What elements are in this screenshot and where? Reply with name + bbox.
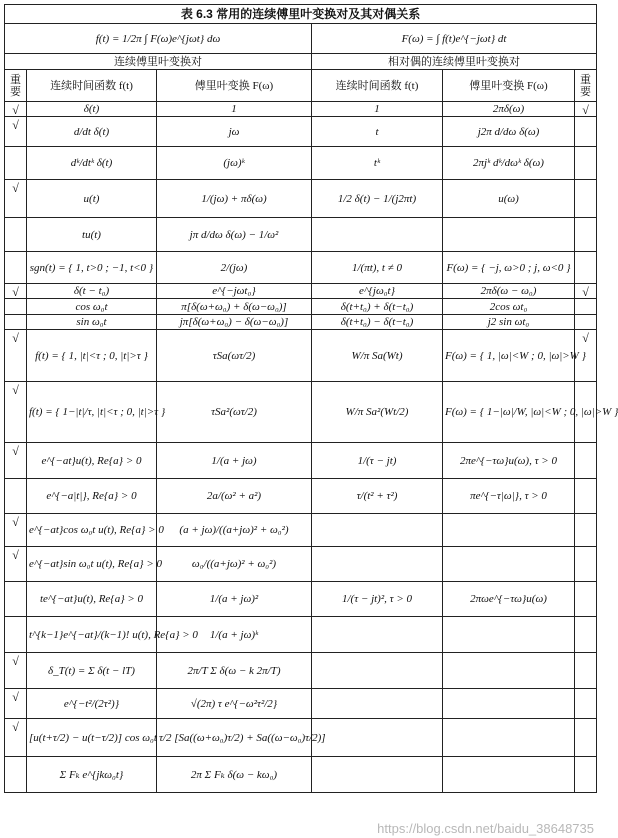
cell-time-func-right: 1/2 δ(t) − 1/(j2πt) — [312, 180, 443, 218]
cell-important-right — [575, 180, 597, 218]
cell-time-func-right — [312, 757, 443, 793]
cell-time-func-left: e^{−at}u(t), Re{a} > 0 — [27, 443, 157, 479]
cell-time-func-right: e^{jω₀t} — [312, 284, 443, 299]
cell-time-func-left: dᵏ/dtᵏ δ(t) — [27, 147, 157, 180]
fourier-transform-table — [4, 4, 618, 793]
cell-transform-right: j2 sin ωt₀ — [443, 315, 575, 330]
cell-time-func-left: f(t) = { 1−|t|/τ, |t|<τ ; 0, |t|>τ } — [27, 382, 157, 443]
cell-important-left — [5, 218, 27, 252]
cell-transform-left: jπ[δ(ω+ω₀) − δ(ω−ω₀)] — [157, 315, 312, 330]
cell-time-func-left: t^{k−1}e^{−at}/(k−1)! u(t), Re{a} > 0 — [27, 617, 157, 653]
table-row — [5, 617, 597, 653]
cell-transform-right — [443, 617, 575, 653]
cell-transform-left: (a + jω)/((a+jω)² + ω₀²) — [157, 514, 312, 547]
cell-time-func-right — [312, 689, 443, 719]
table-row — [5, 117, 597, 147]
cell-important-right — [575, 514, 597, 547]
table-title: 表 6.3 常用的连续傅里叶变换对及其对偶关系 — [5, 5, 597, 24]
forward-transform-formula: F(ω) = ∫ f(t)e^{−jωt} dt — [312, 24, 597, 54]
cell-important-right — [575, 653, 597, 689]
cell-transform-right: F(ω) = { −j, ω>0 ; j, ω<0 } — [443, 252, 575, 284]
col-header-transform-right: 傅里叶变换 F(ω) — [443, 70, 575, 102]
cell-important-right — [575, 582, 597, 617]
cell-important-left: √ — [5, 653, 27, 689]
cell-time-func-left: f(t) = { 1, |t|<τ ; 0, |t|>τ } — [27, 330, 157, 382]
section-right-header: 相对偶的连续傅里叶变换对 — [312, 54, 597, 70]
cell-time-func-right — [312, 514, 443, 547]
table-row — [5, 330, 597, 382]
cell-time-func-right — [312, 218, 443, 252]
cell-important-right — [575, 757, 597, 793]
cell-important-right: √ — [575, 330, 597, 382]
cell-time-func-right — [312, 617, 443, 653]
cell-time-func-right: δ(t+t₀) − δ(t−t₀) — [312, 315, 443, 330]
cell-important-left: √ — [5, 117, 27, 147]
cell-important-left: √ — [5, 719, 27, 757]
cell-important-left: √ — [5, 514, 27, 547]
table-row — [5, 180, 597, 218]
cell-transform-right: u(ω) — [443, 180, 575, 218]
cell-time-func-right — [312, 547, 443, 582]
cell-important-left: √ — [5, 382, 27, 443]
cell-time-func-right: t — [312, 117, 443, 147]
cell-important-right — [575, 719, 597, 757]
cell-time-func-left: d/dt δ(t) — [27, 117, 157, 147]
cell-transform-left: 1/(a + jω)² — [157, 582, 312, 617]
cell-time-func-right: tᵏ — [312, 147, 443, 180]
cell-time-func-right: 1/(πt), t ≠ 0 — [312, 252, 443, 284]
cell-important-right: √ — [575, 102, 597, 117]
cell-transform-right: 2πjᵏ dᵏ/dωᵏ δ(ω) — [443, 147, 575, 180]
cell-time-func-left: e^{−a|t|}, Re{a} > 0 — [27, 479, 157, 514]
cell-time-func-right: δ(t+t₀) + δ(t−t₀) — [312, 299, 443, 315]
cell-time-func-right: 1/(τ − jt) — [312, 443, 443, 479]
cell-important-right — [575, 689, 597, 719]
cell-important-left — [5, 315, 27, 330]
cell-important-right — [575, 443, 597, 479]
cell-transform-left: 1/(jω) + πδ(ω) — [157, 180, 312, 218]
cell-transform-right: F(ω) = { 1, |ω|<W ; 0, |ω|>W } — [443, 330, 575, 382]
table-row — [5, 653, 597, 689]
cell-transform-left: 2/(jω) — [157, 252, 312, 284]
cell-time-func-left: Σ Fₖ e^{jkω₀t} — [27, 757, 157, 793]
cell-transform-right — [443, 547, 575, 582]
cell-important-right: √ — [575, 284, 597, 299]
cell-transform-left: 2a/(ω² + a²) — [157, 479, 312, 514]
table-row — [5, 719, 597, 757]
table-row — [5, 547, 597, 582]
cell-transform-left: e^{−jωt₀} — [157, 284, 312, 299]
cell-transform-left: jπ d/dω δ(ω) − 1/ω² — [157, 218, 312, 252]
cell-important-left: √ — [5, 102, 27, 117]
col-header-transform-left: 傅里叶变换 F(ω) — [157, 70, 312, 102]
watermark: https://blog.csdn.net/baidu_38648735 — [377, 821, 594, 836]
cell-time-func-right: W/π Sa(Wt) — [312, 330, 443, 382]
cell-important-left — [5, 147, 27, 180]
cell-important-right — [575, 315, 597, 330]
table-row — [5, 582, 597, 617]
cell-time-func-right: 1 — [312, 102, 443, 117]
table-row — [5, 757, 597, 793]
table-row — [5, 479, 597, 514]
cell-important-right — [575, 547, 597, 582]
cell-transform-left: τ/2 [Sa((ω+ω₀)τ/2) + Sa((ω−ω₀)τ/2)] — [157, 719, 312, 757]
cell-time-func-left: e^{−at}cos ω₀t u(t), Re{a} > 0 — [27, 514, 157, 547]
cell-transform-right: πe^{−τ|ω|}, τ > 0 — [443, 479, 575, 514]
table-row — [5, 284, 597, 299]
cell-time-func-left: sgn(t) = { 1, t>0 ; −1, t<0 } — [27, 252, 157, 284]
cell-important-right — [575, 617, 597, 653]
cell-time-func-left: tu(t) — [27, 218, 157, 252]
cell-important-left — [5, 617, 27, 653]
cell-transform-right: 2cos ωt₀ — [443, 299, 575, 315]
cell-transform-right: 2πe^{−τω}u(ω), τ > 0 — [443, 443, 575, 479]
table-row — [5, 315, 597, 330]
cell-time-func-left: e^{−t²/(2τ²)} — [27, 689, 157, 719]
table-row — [5, 382, 597, 443]
cell-time-func-right — [312, 653, 443, 689]
cell-transform-left: 1/(a + jω)ᵏ — [157, 617, 312, 653]
cell-transform-left: √(2π) τ e^{−ω²τ²/2} — [157, 689, 312, 719]
cell-transform-left: 2π Σ Fₖ δ(ω − kω₀) — [157, 757, 312, 793]
table-row — [5, 147, 597, 180]
cell-transform-right — [443, 218, 575, 252]
cell-time-func-left: te^{−at}u(t), Re{a} > 0 — [27, 582, 157, 617]
cell-transform-left: 2π/T Σ δ(ω − k 2π/T) — [157, 653, 312, 689]
cell-transform-left: τSa²(ωτ/2) — [157, 382, 312, 443]
cell-transform-left: 1 — [157, 102, 312, 117]
cell-transform-right: 2πωe^{−τω}u(ω) — [443, 582, 575, 617]
cell-important-left — [5, 757, 27, 793]
table-row — [5, 443, 597, 479]
cell-important-right — [575, 147, 597, 180]
cell-time-func-right: W/π Sa²(Wt/2) — [312, 382, 443, 443]
cell-time-func-left: δ(t) — [27, 102, 157, 117]
inverse-transform-formula: f(t) = 1/2π ∫ F(ω)e^{jωt} dω — [5, 24, 312, 54]
table-row — [5, 102, 597, 117]
cell-important-left — [5, 479, 27, 514]
cell-time-func-right: τ/(t² + τ²) — [312, 479, 443, 514]
cell-important-left: √ — [5, 443, 27, 479]
cell-transform-right: F(ω) = { 1−|ω|/W, |ω|<W ; 0, |ω|>W } — [443, 382, 575, 443]
cell-time-func-left: sin ω₀t — [27, 315, 157, 330]
cell-important-right — [575, 218, 597, 252]
cell-transform-right — [443, 653, 575, 689]
cell-important-left: √ — [5, 330, 27, 382]
cell-transform-right — [443, 689, 575, 719]
cell-important-left — [5, 299, 27, 315]
cell-transform-left: τSa(ωτ/2) — [157, 330, 312, 382]
section-left-header: 连续傅里叶变换对 — [5, 54, 312, 70]
cell-important-left: √ — [5, 180, 27, 218]
col-header-time-left: 连续时间函数 f(t) — [27, 70, 157, 102]
cell-transform-left: (jω)ᵏ — [157, 147, 312, 180]
cell-important-left — [5, 582, 27, 617]
cell-transform-right — [443, 719, 575, 757]
cell-transform-left: 1/(a + jω) — [157, 443, 312, 479]
cell-transform-right: 2πδ(ω) — [443, 102, 575, 117]
cell-important-left: √ — [5, 284, 27, 299]
cell-transform-left: jω — [157, 117, 312, 147]
col-header-important-right: 重要 — [575, 70, 597, 102]
table-row — [5, 218, 597, 252]
cell-important-left — [5, 252, 27, 284]
cell-transform-left: π[δ(ω+ω₀) + δ(ω−ω₀)] — [157, 299, 312, 315]
table-row — [5, 252, 597, 284]
cell-important-right — [575, 117, 597, 147]
cell-transform-right — [443, 514, 575, 547]
cell-important-left: √ — [5, 689, 27, 719]
table-row — [5, 689, 597, 719]
cell-important-right — [575, 252, 597, 284]
cell-time-func-left: cos ω₀t — [27, 299, 157, 315]
cell-time-func-right: 1/(τ − jt)², τ > 0 — [312, 582, 443, 617]
cell-transform-right — [443, 757, 575, 793]
cell-time-func-left: δ(t − t₀) — [27, 284, 157, 299]
cell-time-func-left: e^{−at}sin ω₀t u(t), Re{a} > 0 — [27, 547, 157, 582]
cell-important-right — [575, 299, 597, 315]
col-header-time-right: 连续时间函数 f(t) — [312, 70, 443, 102]
cell-time-func-right — [312, 719, 443, 757]
cell-time-func-left: u(t) — [27, 180, 157, 218]
cell-important-left: √ — [5, 547, 27, 582]
table-row — [5, 514, 597, 547]
table-row — [5, 299, 597, 315]
col-header-important-left: 重要 — [5, 70, 27, 102]
cell-transform-right: 2πδ(ω − ω₀) — [443, 284, 575, 299]
cell-time-func-left: δ_T(t) = Σ δ(t − lT) — [27, 653, 157, 689]
cell-transform-right: j2π d/dω δ(ω) — [443, 117, 575, 147]
cell-transform-left: ω₀/((a+jω)² + ω₀²) — [157, 547, 312, 582]
cell-important-right — [575, 479, 597, 514]
cell-time-func-left: [u(t+τ/2) − u(t−τ/2)] cos ω₀t — [27, 719, 157, 757]
